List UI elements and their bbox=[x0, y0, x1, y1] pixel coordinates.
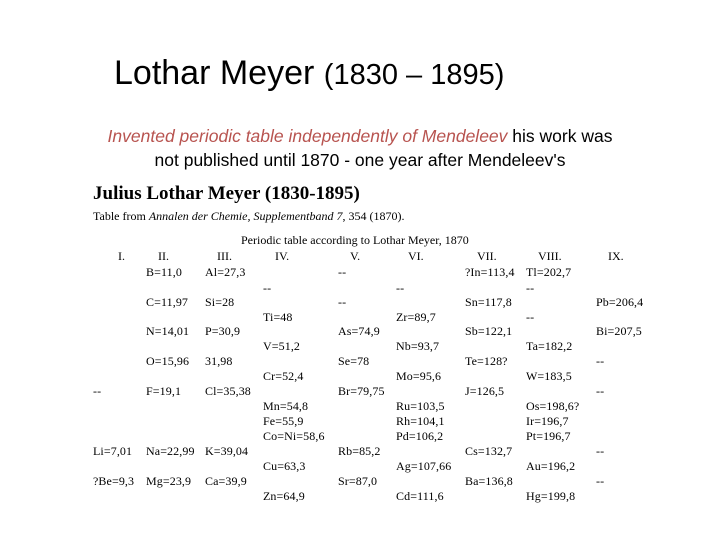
element-cell: Cu=63,3 bbox=[263, 459, 306, 473]
element-cell: C=11,97 bbox=[146, 295, 189, 309]
column-header: II. bbox=[158, 249, 169, 263]
scan-source bbox=[93, 209, 404, 224]
element-cell: Rh=104,1 bbox=[396, 414, 445, 428]
column-header: III. bbox=[217, 249, 232, 263]
element-cell: Na=22,99 bbox=[146, 444, 195, 458]
scan-source-suffix: , 354 (1870). bbox=[342, 209, 405, 223]
element-cell: V=51,2 bbox=[263, 339, 301, 353]
element-cell: Au=196,2 bbox=[526, 459, 576, 473]
element-cell: -- bbox=[596, 444, 605, 458]
element-cell: Pd=106,2 bbox=[396, 429, 444, 443]
element-cell: Cr=52,4 bbox=[263, 369, 304, 383]
subtitle-line-1 bbox=[0, 124, 720, 148]
scan-caption: Periodic table according to Lothar Meyer, 1870 bbox=[241, 233, 469, 247]
scan-title: Julius Lothar Meyer (1830-1895) bbox=[93, 183, 360, 204]
element-cell: N=14,01 bbox=[146, 324, 190, 338]
slide-title bbox=[114, 54, 504, 93]
element-cell: -- bbox=[338, 265, 347, 279]
element-cell: Ca=39,9 bbox=[205, 474, 247, 488]
element-cell: 31,98 bbox=[205, 354, 233, 368]
element-cell: -- bbox=[596, 474, 605, 488]
element-cell: Br=79,75 bbox=[338, 384, 385, 398]
element-cell: Mn=54,8 bbox=[263, 399, 309, 413]
element-cell: Se=78 bbox=[338, 354, 370, 368]
element-cell: Ru=103,5 bbox=[396, 399, 445, 413]
element-cell: Ti=48 bbox=[263, 310, 293, 324]
column-header: VI. bbox=[408, 249, 424, 263]
element-cell: -- bbox=[596, 384, 605, 398]
element-cell: -- bbox=[338, 295, 347, 309]
element-cell: K=39,04 bbox=[205, 444, 249, 458]
element-cell: Mg=23,9 bbox=[146, 474, 192, 488]
element-cell: Pt=196,7 bbox=[526, 429, 571, 443]
element-cell: P=30,9 bbox=[205, 324, 241, 338]
subtitle-line-2: not published until 1870 - one year after Mendeleev's bbox=[154, 150, 566, 170]
column-header: I. bbox=[118, 249, 125, 263]
subtitle-italic: Invented periodic table independently of Mendeleev bbox=[107, 126, 508, 146]
element-cell: Cl=35,38 bbox=[205, 384, 251, 398]
element-cell: -- bbox=[596, 354, 605, 368]
element-cell: Hg=199,8 bbox=[526, 489, 576, 503]
element-cell: Ag=107,66 bbox=[396, 459, 452, 473]
column-header: IV. bbox=[275, 249, 290, 263]
element-cell: Fe=55,9 bbox=[263, 414, 304, 428]
element-cell: Zr=89,7 bbox=[396, 310, 436, 324]
element-cell: Zn=64,9 bbox=[263, 489, 305, 503]
scan-source-journal: Annalen der Chemie, Supplementband 7 bbox=[148, 209, 343, 223]
element-cell: Si=28 bbox=[205, 295, 235, 309]
element-cell: Sn=117,8 bbox=[465, 295, 512, 309]
title-name: Lothar Meyer bbox=[114, 54, 315, 92]
element-cell: Te=128? bbox=[465, 354, 508, 368]
column-header: V. bbox=[350, 249, 361, 263]
element-cell: Cd=111,6 bbox=[396, 489, 444, 503]
element-cell: Sr=87,0 bbox=[338, 474, 378, 488]
element-cell: Ba=136,8 bbox=[465, 474, 513, 488]
element-cell: ?Be=9,3 bbox=[93, 474, 135, 488]
element-cell: Cs=132,7 bbox=[465, 444, 513, 458]
element-cell: B=11,0 bbox=[146, 265, 182, 279]
element-cell: Tl=202,7 bbox=[526, 265, 572, 279]
element-cell: Li=7,01 bbox=[93, 444, 133, 458]
subtitle-rest: his work was bbox=[507, 126, 613, 146]
element-cell: O=15,96 bbox=[146, 354, 190, 368]
scan-source-prefix: Table from bbox=[93, 209, 149, 223]
title-years: (1830 – 1895) bbox=[323, 59, 505, 91]
element-cell: Rb=85,2 bbox=[338, 444, 381, 458]
element-cell: Pb=206,4 bbox=[596, 295, 644, 309]
element-cell: Os=198,6? bbox=[526, 399, 580, 413]
element-cell: Sb=122,1 bbox=[465, 324, 513, 338]
scanned-periodic-table bbox=[93, 183, 648, 505]
element-cell: Ta=182,2 bbox=[526, 339, 573, 353]
element-cell: -- bbox=[526, 310, 535, 324]
element-cell: F=19,1 bbox=[146, 384, 182, 398]
element-cell: W=183,5 bbox=[526, 369, 572, 383]
element-cell: J=126,5 bbox=[465, 384, 505, 398]
element-cell: -- bbox=[93, 384, 102, 398]
element-cell: Nb=93,7 bbox=[396, 339, 440, 353]
element-cell: ?In=113,4 bbox=[465, 265, 515, 279]
element-cell: -- bbox=[526, 281, 535, 295]
column-header: VII. bbox=[477, 249, 497, 263]
element-cell: As=74,9 bbox=[338, 324, 380, 338]
element-cell: Mo=95,6 bbox=[396, 369, 442, 383]
element-cell: Ir=196,7 bbox=[526, 414, 569, 428]
element-cell: Co=Ni=58,6 bbox=[263, 429, 325, 443]
element-cell: -- bbox=[263, 281, 272, 295]
element-cell: -- bbox=[396, 281, 405, 295]
element-cell: Al=27,3 bbox=[205, 265, 246, 279]
column-header: VIII. bbox=[538, 249, 562, 263]
column-header: IX. bbox=[608, 249, 624, 263]
element-cell: Bi=207,5 bbox=[596, 324, 642, 338]
